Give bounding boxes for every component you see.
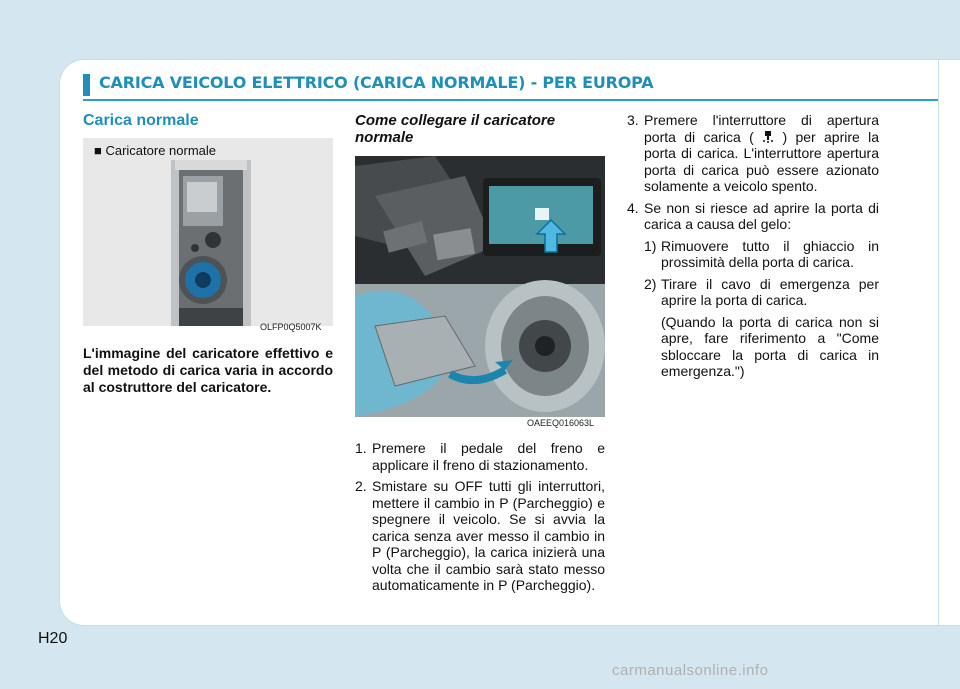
figure-code: OAEEQ016063L <box>527 418 595 428</box>
figure-caption: ■ Caricatore normale <box>94 143 217 158</box>
list-item: 2. Smistare su OFF tutti gli interruttori, mettere il cambio in P (Parcheggio) e spegnere il veicolo. Se si avvia la carica senza aver messo il cambio in P (Parcheggio), la carica inizierà una volta che il cambio sarà stato messo automaticamente in P (Parcheggio). <box>355 478 605 593</box>
header-accent-bar <box>83 74 90 96</box>
wall-charger-image <box>83 138 333 326</box>
watermark: carmanualsonline.info <box>612 662 769 679</box>
figure-code: OLFP0Q5007K <box>260 322 322 332</box>
steps-list-continued <box>627 112 879 385</box>
list-item: 2) Tirare il cavo di emergenza per aprire la porta di carica. <box>644 275 879 308</box>
steps-list <box>355 440 605 599</box>
list-item: 1) Rimuovere tutto il ghiaccio in prossimità della porta di carica. <box>644 237 879 270</box>
charge-port-figure <box>355 156 605 417</box>
substeps-list <box>644 238 879 309</box>
list-item: 3. Premere l'interruttore di apertura porta di carica ( ) per aprire la porta di carica. L'interruttore apertura porta di carica può essere azionato solamente a veicolo spento. <box>627 112 880 194</box>
list-item: 1. Premere il pedale del freno e applicare il freno di stazionamento. <box>355 440 605 473</box>
page-title: CARICA VEICOLO ELETTRICO (CARICA NORMALE) - PER EUROPA <box>99 73 654 92</box>
list-item: 4. Se non si riesce ad aprire la porta di carica a causa del gelo: 1) Rimuovere tutto il ghiaccio in prossimità della porta di carica. 2) Tirare il cavo di emergenza per aprire la porta di carica. (Quando la porta di carica non si apre, fare riferimento a "Come sbloccare la porta di carica in emergenza.") <box>627 199 879 379</box>
right-divider <box>938 60 939 625</box>
section-title: Carica normale <box>83 112 199 129</box>
charge-door-switch-icon <box>762 131 774 143</box>
charger-figure <box>83 138 333 326</box>
charger-note-paragraph: L'immagine del caricatore effettivo e del metodo di carica varia in accordo al costruttore del caricatore. <box>83 345 333 395</box>
page-number: H20 <box>38 630 68 647</box>
charge-port-image <box>355 156 605 417</box>
emergency-note: (Quando la porta di carica non si apre, fare riferimento a "Come sbloccare la porta di carica in emergenza.") <box>661 313 879 379</box>
header-rule <box>83 99 938 101</box>
subsection-title: Come collegare il caricatore normale <box>355 112 556 146</box>
